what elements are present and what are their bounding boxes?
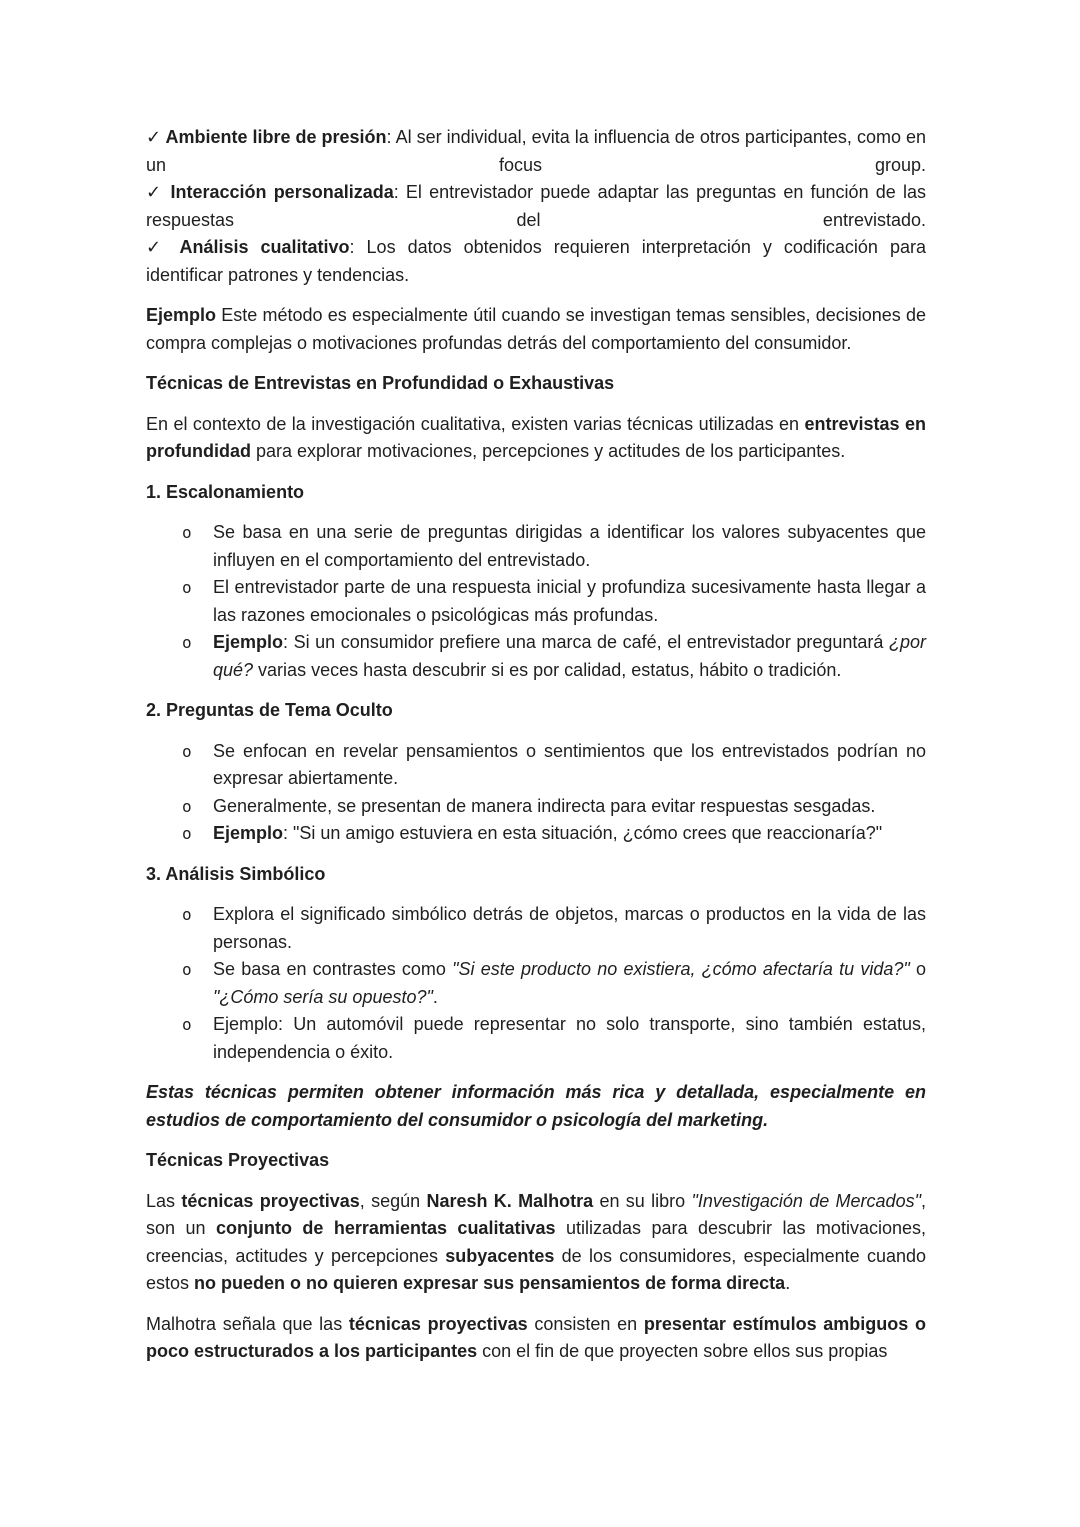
list-item-text: Se enfocan en revelar pensamientos o sentimientos que los entrevistados podrían no expresar abiertamente.	[213, 740, 926, 788]
technique-heading-3: 3. Análisis Simbólico	[146, 863, 326, 884]
technique-heading-2: 2. Preguntas de Tema Oculto	[146, 700, 393, 720]
bullet-marker: o	[182, 796, 192, 816]
list-item	[146, 956, 926, 1011]
list-item	[146, 519, 926, 574]
proyectivas-paragraph-2: Malhotra señala que las técnicas proyectivas consisten en presentar estímulos ambiguos o poco estructurados a los participantes con el fin de que proyecten sobre ellos sus propias	[146, 1313, 926, 1361]
section-intro-paragraph: En el contexto de la investigación cualitativa, existen varias técnicas utilizadas en entrevistas en profundidad para explorar motivaciones, percepciones y actitudes de los participantes.	[146, 413, 926, 461]
list-item	[146, 574, 926, 629]
list-item-text: Se basa en una serie de preguntas dirigidas a identificar los valores subyacentes que influyen en el comportamiento del entrevistado.	[213, 522, 926, 570]
technique-section-tema-oculto	[146, 697, 926, 848]
bullet-marker: o	[182, 578, 192, 597]
check-item-interaccion: ✓ Interacción personalizada: El entrevistador puede adaptar las preguntas en función de las respuestas del entrevistado.	[146, 182, 926, 230]
list-item	[146, 629, 926, 684]
list-item-text: Ejemplo: Si un consumidor prefiere una marca de café, el entrevistador preguntará ¿por qué? varias veces hasta descubrir si es por calidad, estatus, hábito o tradición.	[213, 632, 926, 680]
list-item-text: Generalmente, se presentan de manera indirecta para evitar respuestas sesgadas.	[213, 795, 876, 816]
page-content	[146, 124, 926, 1379]
bullet-marker: o	[182, 633, 192, 652]
list-item-text: Explora el significado simbólico detrás de objetos, marcas o productos en la vida de las personas.	[213, 904, 926, 952]
list-item	[146, 793, 926, 821]
example-paragraph: Ejemplo Este método es especialmente útil cuando se investigan temas sensibles, decisiones de compra complejas o motivaciones profundas detrás del comportamiento del consumidor.	[146, 305, 926, 353]
bullet-marker: o	[182, 960, 192, 979]
list-item-text: El entrevistador parte de una respuesta inicial y profundiza sucesivamente hasta llegar a las razones emocionales o psicológicas más profundas.	[213, 577, 926, 625]
list-item-text: Se basa en contrastes como "Si este producto no existiera, ¿cómo afectaría tu vida?" o "¿Cómo sería su opuesto?".	[213, 959, 926, 1007]
bullet-marker: o	[182, 824, 192, 843]
bullet-marker: o	[182, 523, 192, 542]
proyectivas-paragraph-1: Las técnicas proyectivas, según Naresh K. Malhotra en su libro "Investigación de Mercados", son un conjunto de herramientas cualitativas utilizadas para descubrir las motivaciones, creencias, actitudes y percepciones subyacentes de los consumidores, especialmente cuando estos no pueden o no quieren expresar sus pensamientos de forma directa.	[146, 1190, 926, 1293]
list-item	[146, 820, 926, 848]
technique-section-analisis-simbolico	[146, 861, 926, 1067]
closing-note-paragraph: Estas técnicas permiten obtener información más rica y detallada, especialmente en estudios de comportamiento del consumidor o psicología del marketing.	[146, 1082, 926, 1130]
list-item	[146, 1011, 926, 1066]
technique-list-3	[146, 901, 926, 1066]
bullet-marker: o	[182, 741, 192, 761]
list-item	[146, 738, 926, 793]
bullet-marker: o	[182, 905, 192, 924]
technique-list-2	[146, 738, 926, 848]
check-item-analisis: ✓ Análisis cualitativo: Los datos obtenidos requieren interpretación y codificación para identificar patrones y tendencias.	[146, 237, 926, 285]
list-item-text: Ejemplo: "Si un amigo estuviera en esta situación, ¿cómo crees que reaccionaría?"	[213, 823, 883, 843]
technique-heading-1: 1. Escalonamiento	[146, 481, 305, 502]
check-item-ambiente: ✓ Ambiente libre de presión: Al ser individual, evita la influencia de otros participantes, como en un focus group.	[146, 127, 927, 175]
section-heading-entrevistas: Técnicas de Entrevistas en Profundidad o Exhaustivas	[146, 373, 615, 393]
bullet-marker: o	[182, 1015, 192, 1034]
section-heading-proyectivas: Técnicas Proyectivas	[146, 1150, 330, 1170]
technique-list-1	[146, 519, 926, 684]
list-item	[146, 901, 926, 956]
technique-section-escalonamiento	[146, 479, 926, 685]
list-item-text: Ejemplo: Un automóvil puede representar no solo transporte, sino también estatus, independencia o éxito.	[213, 1014, 926, 1062]
